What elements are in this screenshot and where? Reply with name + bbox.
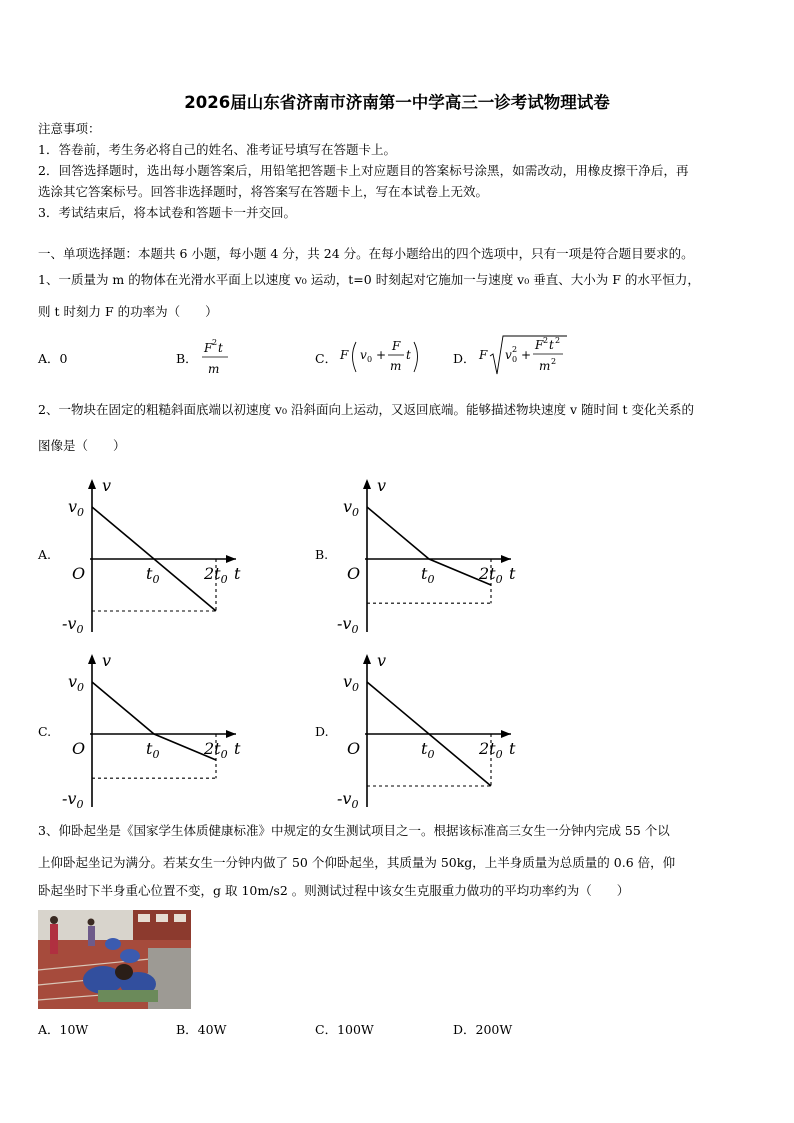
neg-v0-tick-label: $-v_0$ xyxy=(62,789,84,811)
q2-option-c-label: C. xyxy=(38,724,52,739)
neg-v0-tick-label: $-v_0$ xyxy=(337,789,359,811)
notice-item-3: 3．考试结束后，将本试卷和答题卡一并交回。 xyxy=(38,205,296,220)
q2-option-b-label: B. xyxy=(315,547,329,562)
notice-heading: 注意事项： xyxy=(38,121,101,136)
q3-stem-line2: 上仰卧起坐记为满分。若某女生一分钟内做了 50 个仰卧起坐，其质量为 50kg，上半身质量为总质量的 0.6 倍，仰 xyxy=(38,855,676,870)
neg-v0-tick-label: $-v_0$ xyxy=(62,614,84,636)
svg-text:t: t xyxy=(406,348,411,362)
t-axis-arrow xyxy=(501,730,511,738)
v0-tick-label: $v_0$ xyxy=(343,672,360,694)
svg-text:2: 2 xyxy=(543,336,549,345)
t-axis-label: t xyxy=(509,739,516,758)
notice-item-1: 1．答卷前，考生务必将自己的姓名、准考证号填写在答题卡上。 xyxy=(38,142,396,157)
q1-option-c-formula xyxy=(338,334,428,380)
svg-text:m: m xyxy=(539,359,551,373)
q2-option-d-label: D. xyxy=(315,724,329,739)
t-axis-arrow xyxy=(501,555,511,563)
t0-tick-label: $t_0$ xyxy=(146,739,160,761)
q1-option-d-formula xyxy=(477,332,577,380)
t-axis-arrow xyxy=(226,555,236,563)
v-axis-arrow xyxy=(363,479,371,489)
q2-option-a-label: A. xyxy=(38,547,52,562)
origin-label: O xyxy=(72,564,86,583)
q1-option-b-formula xyxy=(198,336,238,378)
page-title: 2026届山东省济南市济南第一中学高三一诊考试物理试卷 xyxy=(184,93,610,112)
svg-text:0: 0 xyxy=(512,355,518,364)
svg-text:t: t xyxy=(549,338,554,352)
q1-option-d-label: D． xyxy=(453,351,476,366)
t0-tick-label: $t_0$ xyxy=(146,564,160,586)
situp-test-photo xyxy=(38,910,191,1009)
svg-text:F: F xyxy=(535,338,544,352)
v0-tick-label: $v_0$ xyxy=(68,672,85,694)
t-axis-label: t xyxy=(234,739,241,758)
origin-label: O xyxy=(347,739,361,758)
vt-graph-c xyxy=(60,650,250,818)
svg-text:v: v xyxy=(505,348,512,362)
svg-text:2: 2 xyxy=(551,357,557,366)
q2-stem-line2: 图像是（ ） xyxy=(38,438,126,453)
q3-option-b: B．40W xyxy=(176,1022,227,1037)
svg-text:2: 2 xyxy=(555,336,561,345)
q3-option-a: A．10W xyxy=(38,1022,89,1037)
t-axis-label: t xyxy=(234,564,241,583)
v-axis-arrow xyxy=(363,654,371,664)
vt-graph-d xyxy=(335,650,525,818)
v-axis-arrow xyxy=(88,654,96,664)
notice-item-2-cont: 选涂其它答案标号。回答非选择题时，将答案写在答题卡上，写在本试卷上无效。 xyxy=(38,184,489,199)
svg-text:F: F xyxy=(340,348,349,362)
q2-stem-line1: 2、一物块在固定的粗糙斜面底端以初速度 v₀ 沿斜面向上运动，又返回底端。能够描述物块速度 v 随时间 t 变化关系的 xyxy=(38,402,694,417)
v0-tick-label: $v_0$ xyxy=(343,497,360,519)
q1-stem-line1: 1、一质量为 m 的物体在光滑水平面上以速度 v₀ 运动，t=0 时刻起对它施加一与速度 v₀ 垂直、大小为 F 的水平恒力， xyxy=(38,272,700,287)
origin-label: O xyxy=(347,564,361,583)
svg-text:F: F xyxy=(392,339,401,353)
svg-text:m: m xyxy=(390,359,402,373)
q3-stem-line3: 卧起坐时下半身重心位置不变，g 取 10m/s2 。则测试过程中该女生克服重力做功的平均功率约为（ ） xyxy=(38,883,630,898)
2t0-tick-label: $2t_0$ xyxy=(204,564,228,586)
svg-text:t: t xyxy=(218,341,223,355)
q1-stem-line2: 则 t 时刻力 F 的功率为（ ） xyxy=(38,304,218,319)
2t0-tick-label: $2t_0$ xyxy=(204,739,228,761)
q3-stem-line1: 3、仰卧起坐是《国家学生体质健康标准》中规定的女生测试项目之一。根据该标准高三女生一分钟内完成 55 个以 xyxy=(38,823,670,838)
t0-tick-label: $t_0$ xyxy=(421,564,435,586)
svg-text:m: m xyxy=(208,362,220,376)
vt-graph-a xyxy=(60,475,250,643)
2t0-tick-label: $2t_0$ xyxy=(479,564,503,586)
2t0-tick-label: $2t_0$ xyxy=(479,739,503,761)
v0-tick-label: $v_0$ xyxy=(68,497,85,519)
svg-text:v: v xyxy=(360,348,367,362)
svg-text:0: 0 xyxy=(367,355,373,364)
section-heading: 一、单项选择题：本题共 6 小题，每小题 4 分，共 24 分。在每小题给出的四个选项中，只有一项是符合题目要求的。 xyxy=(38,246,694,261)
v-axis-label: v xyxy=(377,651,387,670)
svg-text:+: + xyxy=(376,348,387,362)
v-axis-arrow xyxy=(88,479,96,489)
svg-text:F: F xyxy=(479,348,488,362)
v-axis-label: v xyxy=(377,476,387,495)
v-axis-label: v xyxy=(102,651,112,670)
svg-text:F: F xyxy=(204,341,213,355)
neg-v0-tick-label: $-v_0$ xyxy=(337,614,359,636)
q3-option-d: D．200W xyxy=(453,1022,513,1037)
t0-tick-label: $t_0$ xyxy=(421,739,435,761)
q1-option-c-label: C． xyxy=(315,351,338,366)
v-axis-label: v xyxy=(102,476,112,495)
t-axis-label: t xyxy=(509,564,516,583)
svg-text:2: 2 xyxy=(512,345,518,354)
notice-item-2: 2．回答选择题时，选出每小题答案后，用铅笔把答题卡上对应题目的答案标号涂黑，如需改动，用橡皮擦干净后，再 xyxy=(38,163,689,178)
origin-label: O xyxy=(72,739,86,758)
q1-option-a: A．0 xyxy=(38,351,68,366)
q3-option-c: C．100W xyxy=(315,1022,374,1037)
q1-option-b-label: B． xyxy=(176,351,198,366)
vt-graph-b xyxy=(335,475,525,643)
svg-text:2: 2 xyxy=(212,338,218,347)
t-axis-arrow xyxy=(226,730,236,738)
svg-text:+: + xyxy=(521,348,532,362)
